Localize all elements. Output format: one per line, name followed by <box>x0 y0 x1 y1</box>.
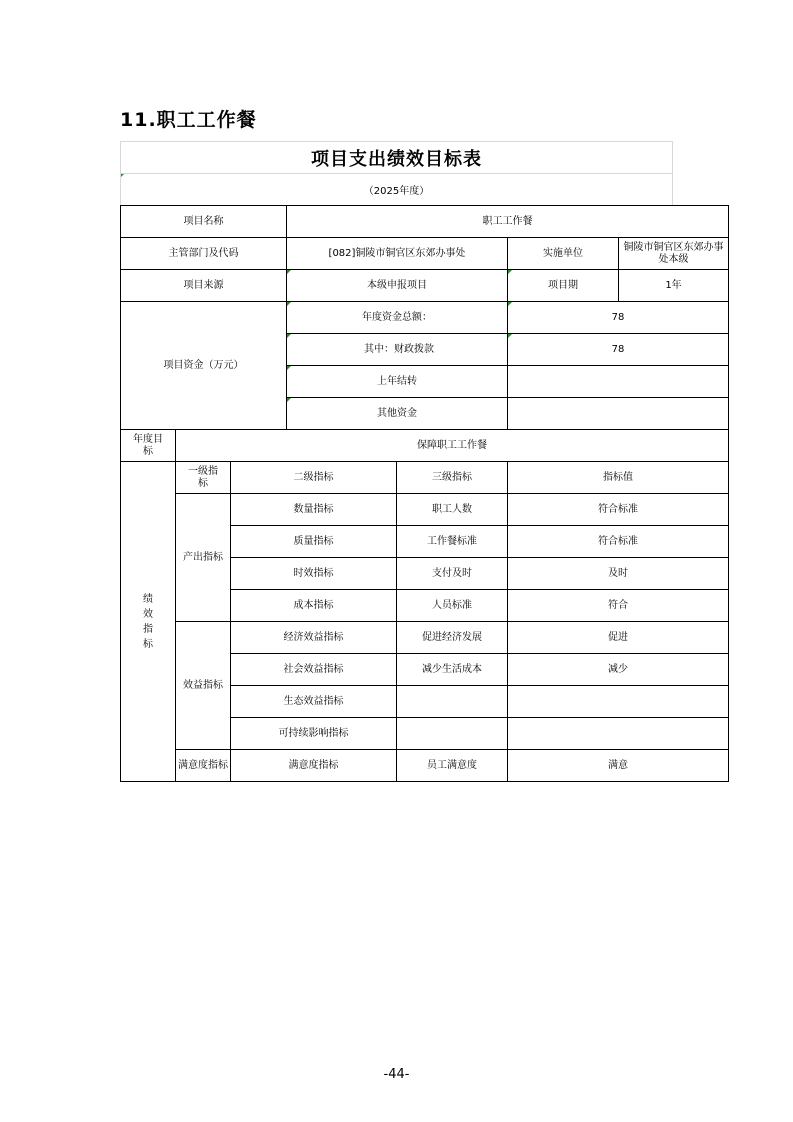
funds-total-value <box>508 302 729 334</box>
level2-cell: 生态效益指标 <box>231 686 397 718</box>
level2-cell: 质量指标 <box>231 526 397 558</box>
value-cell <box>508 686 729 718</box>
funds-fiscal-value-text: 78 <box>611 343 625 355</box>
funds-total-label-text: 年度资金总额： <box>362 311 432 323</box>
level3-cell: 工作餐标准 <box>397 526 508 558</box>
header-level2: 二级指标 <box>231 462 397 494</box>
period-value: 1年 <box>619 270 729 302</box>
source-label: 项目来源 <box>121 270 287 302</box>
value-cell: 减少 <box>508 654 729 686</box>
header-level1: 一级指标 <box>176 462 231 494</box>
table-row <box>121 494 729 526</box>
source-value <box>287 270 508 302</box>
value-cell: 促进 <box>508 622 729 654</box>
table-row <box>121 622 729 654</box>
funds-carryover-label <box>287 366 508 398</box>
project-name-label: 项目名称 <box>121 206 287 238</box>
table-row <box>121 462 729 494</box>
table-row <box>121 750 729 782</box>
period-label-text: 项目期 <box>548 279 578 291</box>
level3-cell: 员工满意度 <box>397 750 508 782</box>
funds-total-label <box>287 302 508 334</box>
funds-other-label <box>287 398 508 430</box>
page-number: -44- <box>383 1067 410 1082</box>
period-label <box>508 270 619 302</box>
table-row <box>121 302 729 334</box>
level2-cell: 时效指标 <box>231 558 397 590</box>
level2-cell: 数量指标 <box>231 494 397 526</box>
funds-fiscal-value <box>508 334 729 366</box>
year-label <box>120 173 673 205</box>
indicator-group-label-text: 绩效指标 <box>143 593 153 650</box>
value-cell: 满意 <box>508 750 729 782</box>
annual-goal-label: 年度目标 <box>121 430 176 462</box>
annual-goal-value: 保障职工工作餐 <box>176 430 729 462</box>
satisfaction-label: 满意度指标 <box>176 750 231 782</box>
value-cell: 符合 <box>508 590 729 622</box>
dept-label: 主管部门及代码 <box>121 238 287 270</box>
header-value: 指标值 <box>508 462 729 494</box>
value-cell: 及时 <box>508 558 729 590</box>
table-row <box>121 206 729 238</box>
impl-unit-label: 实施单位 <box>508 238 619 270</box>
project-name-value: 职工工作餐 <box>287 206 729 238</box>
table-row <box>121 238 729 270</box>
output-label: 产出指标 <box>176 494 231 622</box>
year-label-text: （2025年度） <box>363 186 430 197</box>
level3-cell: 人员标准 <box>397 590 508 622</box>
level3-cell: 支付及时 <box>397 558 508 590</box>
dept-value: [082]铜陵市铜官区东郊办事处 <box>287 238 508 270</box>
value-cell: 符合标准 <box>508 526 729 558</box>
funds-fiscal-label-text: 其中：财政拨款 <box>364 343 434 355</box>
level3-cell: 减少生活成本 <box>397 654 508 686</box>
value-cell: 符合标准 <box>508 494 729 526</box>
funds-other-label-text: 其他资金 <box>377 407 417 419</box>
level3-cell <box>397 718 508 750</box>
level2-cell: 社会效益指标 <box>231 654 397 686</box>
funds-total-value-text: 78 <box>611 311 625 323</box>
source-value-text: 本级申报项目 <box>367 279 427 291</box>
funds-carryover-label-text: 上年结转 <box>377 375 417 387</box>
benefit-label: 效益指标 <box>176 622 231 750</box>
level3-cell: 职工人数 <box>397 494 508 526</box>
value-cell <box>508 718 729 750</box>
level2-cell: 可持续影响指标 <box>231 718 397 750</box>
level3-cell: 促进经济发展 <box>397 622 508 654</box>
table-title <box>120 141 673 173</box>
level2-cell: 满意度指标 <box>231 750 397 782</box>
indicator-group-label <box>121 462 176 782</box>
header-level3: 三级指标 <box>397 462 508 494</box>
funds-carryover-value <box>508 366 729 398</box>
level2-cell: 经济效益指标 <box>231 622 397 654</box>
table-row <box>121 430 729 462</box>
section-heading: 11.职工工作餐 <box>120 109 257 131</box>
level3-cell <box>397 686 508 718</box>
table-row <box>121 270 729 302</box>
level2-cell: 成本指标 <box>231 590 397 622</box>
funds-label: 项目资金（万元） <box>121 302 287 430</box>
table-title-text: 项目支出绩效目标表 <box>311 148 482 170</box>
performance-table <box>120 205 729 782</box>
funds-fiscal-label <box>287 334 508 366</box>
impl-unit-value: 铜陵市铜官区东郊办事处本级 <box>619 238 729 270</box>
funds-other-value <box>508 398 729 430</box>
